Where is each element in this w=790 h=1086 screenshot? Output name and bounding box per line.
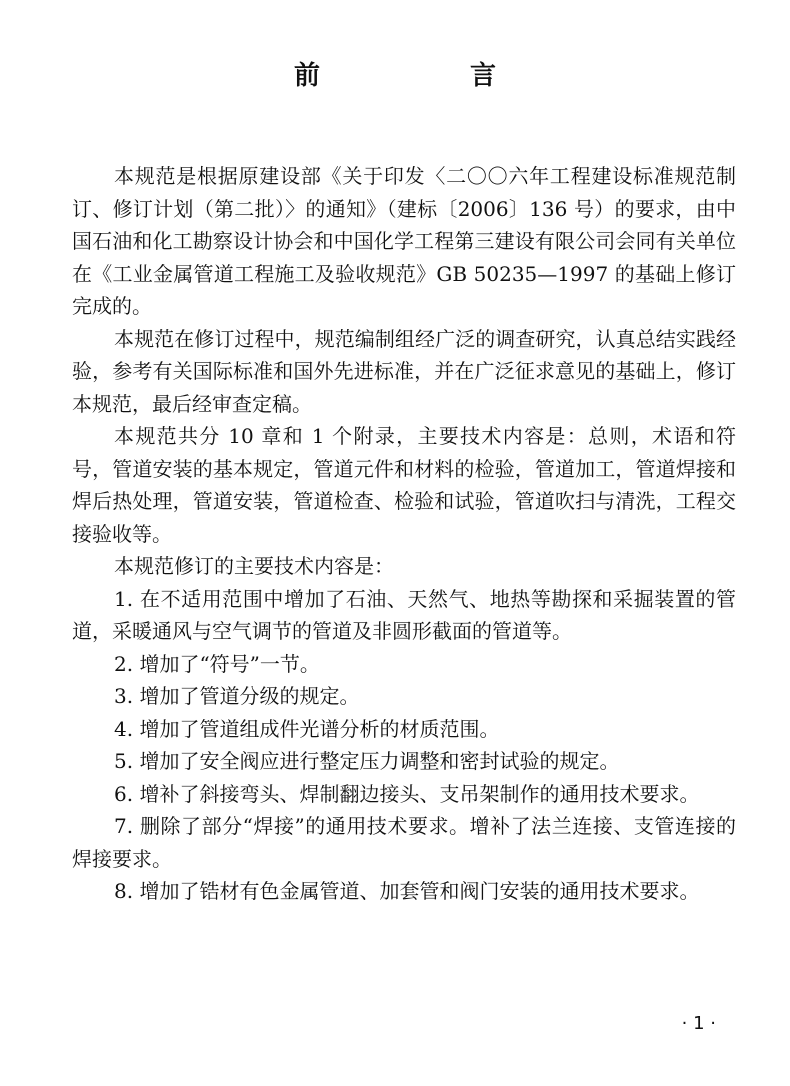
- body-text: [72, 160, 736, 908]
- list-item-8: 8. 增加了锆材有色金属管道、加套管和阀门安装的通用技术要求。: [114, 879, 700, 903]
- list-item-7: 7. 删除了部分“焊接”的通用技术要求。增补了法兰连接、支管连接的焊接要求。: [72, 814, 736, 871]
- list-item-1: 1. 在不适用范围中增加了石油、天然气、地热等勘探和采掘装置的管道，采暖通风与空气调节的管道及非圆形截面的管道等。: [72, 586, 736, 643]
- paragraph-3: 本规范共分 10 章和 1 个附录，主要技术内容是：总则，术语和符号，管道安装的基本规定，管道元件和材料的检验，管道加工，管道焊接和焊后热处理，管道安装，管道检查、检验和试验，管道吹扫与清洗，工程交接验收等。: [72, 424, 736, 546]
- page-number: · 1 ·: [681, 1013, 716, 1034]
- list-item-4: 4. 增加了管道组成件光谱分析的材质范围。: [114, 716, 500, 741]
- list-item-6: 6. 增补了斜接弯头、焊制翻边接头、支吊架制作的通用技术要求。: [114, 781, 700, 806]
- paragraph-1: 本规范是根据原建设部《关于印发〈二〇〇六年工程建设标准规范制订、修订计划（第二批）〉的通知》（建标〔2006〕136 号）的要求，由中国石油和化工勘察设计协会和中国化学工程第三建设有限公司会同有关单位在《工业金属管道工程施工及验收规范》GB 50235—1997 的基础上修订完成的。: [72, 164, 736, 318]
- paragraph-4: 本规范修订的主要技术内容是：: [114, 554, 394, 578]
- list-item-5: 5. 增加了安全阀应进行整定压力调整和密封试验的规定。: [114, 749, 620, 773]
- list-item-2: 2. 增加了“符号”一节。: [114, 651, 320, 676]
- paragraph-2: 本规范在修订过程中，规范编制组经广泛的调查研究，认真总结实践经验，参考有关国际标准和国外先进标准，并在广泛征求意见的基础上，修订本规范，最后经审查定稿。: [72, 326, 736, 416]
- list-item-3: 3. 增加了管道分级的规定。: [114, 684, 360, 708]
- page-title: 前 言: [293, 61, 558, 91]
